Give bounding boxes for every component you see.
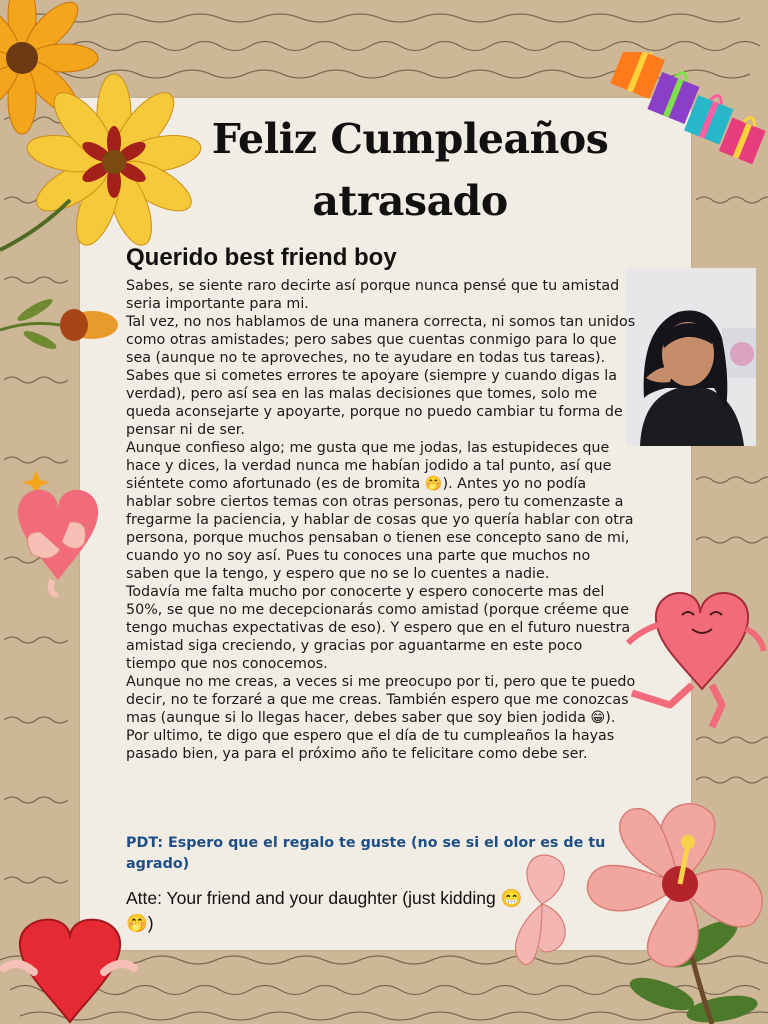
flower-bud-icon xyxy=(0,280,125,360)
letter-paragraph: Sabes, se siente raro decirte así porque nunca pensé que tu amistad seria importante para mi. xyxy=(126,278,620,312)
signature: Atte: Your friend and your daughter (just kidding 😁🤭) xyxy=(126,888,523,933)
letter-greeting: Querido best friend boy xyxy=(126,244,397,271)
red-heart-icon xyxy=(0,918,140,1024)
portrait-photo xyxy=(626,268,756,446)
letter-paragraph: Tal vez, no nos hablamos de una manera correcta, ni somos tan unidos como otras amistades; pero sabes que cuentas conmigo para lo que sea (aunque no te aproveches, no te ayudare en todas tus tareas). Sabes que si cometes errores te apoyare (siempre y cuando digas la verdad), pero así sea en las malas decisiones que tomes, solo me queda aconsejarte y apoyarte, porque no puedo cambiar tu forma de pensar ni de ser. xyxy=(126,314,636,438)
page-title: Feliz Cumpleaños atrasado xyxy=(211,115,609,225)
hibiscus-flower-icon xyxy=(512,784,768,1024)
letter-paragraph: Todavía me falta mucho por conocerte y espero conocerte mas del 50%, se que no me decepcionarás como amistad (porque créeme que tengo muchas expectativas de eso). Y espero que en el futuro nuestra amistad siga creciendo, y gracias por aguantarme en este poco tiempo que nos conocemos. xyxy=(126,584,631,672)
letter-paragraph: Por ultimo, te digo que espero que el día de tu cumpleaños la hayas pasado bien, ya para el próximo año te felicitare como debe ser. xyxy=(126,728,615,762)
heart-hug-icon xyxy=(0,462,118,597)
postscript: PDT: Espero que el regalo te guste (no se si el olor es de tu agrado) xyxy=(126,835,606,872)
letter-body xyxy=(126,277,636,763)
letter-paragraph: Aunque confieso algo; me gusta que me jodas, las estupideces que hace y dices, la verdad nunca me habían jodido a tal punto, así que siéntete como afortunado (es de bromita 🤭). Antes yo no podía hablar sobre ciertos temas con otras personas, pero tu comenzaste a fregarme la paciencia, y hablar de cosas que yo quería hablar con otra persona, porque muchos pensaban o tienen ese concepto sano de mi, cuando yo no soy así. Pues tu conoces una parte que muchos no saben que la tengo, y espero que no se lo cuentes a nadie. xyxy=(126,440,634,582)
letter-paragraph: Aunque no me creas, a veces si me preocupo por ti, pero que te puedo decir, no te forzaré a que me creas. También espero que me conozcas mas (aunque si lo llegas hacer, debes saber que soy bien jodida 😁). xyxy=(126,674,636,726)
